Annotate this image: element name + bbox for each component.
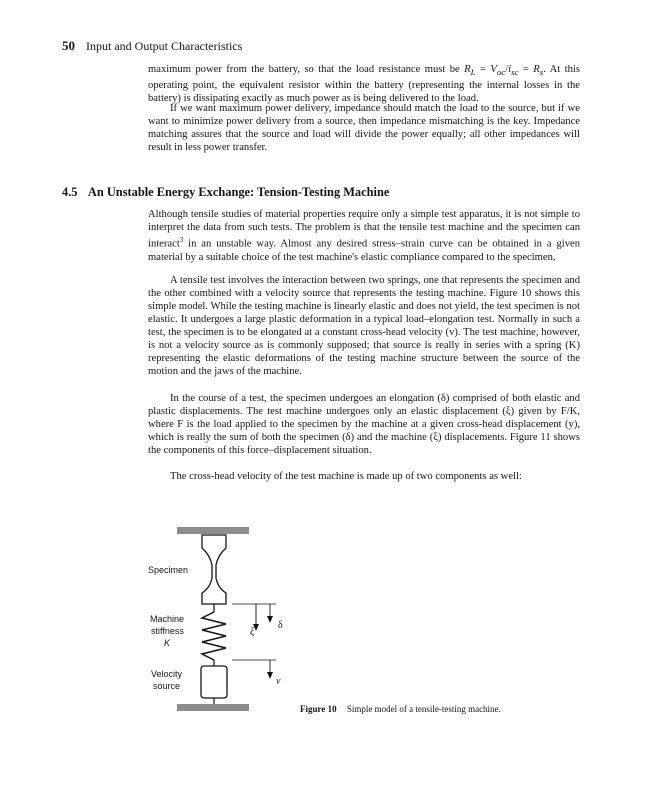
- figure-caption: [300, 704, 501, 714]
- section-number: 4.5: [62, 185, 78, 199]
- running-title: Input and Output Characteristics: [86, 39, 243, 53]
- delta-symbol: δ: [278, 620, 283, 631]
- page-number: 50: [62, 38, 75, 53]
- formula-voc: $V_{oc}$: [490, 64, 506, 78]
- intro-text-b: . At this operating point, the equivalent resistor within the battery (representing the internal losses in the battery) is dissipating exactly as much power as is being delivered to the load.: [148, 64, 580, 105]
- specimen-shape: [202, 535, 226, 604]
- xi-symbol: ξ: [250, 627, 255, 638]
- footnote-ref: 3: [179, 236, 184, 244]
- machine-spring: [202, 612, 226, 660]
- formula-isc: $i_{sc}$: [508, 64, 519, 78]
- label-stiffness: stiffness: [151, 626, 184, 636]
- intro-paragraph-1: maximum power from the battery, so that the load resistance must be $R_L = V_{oc}/i_{sc} = R_s$. At this operating point, the equivalent resistor within the battery (representing the internal losses in the battery) is dissipating exactly as much power as is being delivered to the load.: [148, 64, 580, 105]
- formula-rs: $R_s$: [533, 64, 544, 78]
- caption-label: Figure 10: [300, 704, 337, 714]
- velocity-source-box: [201, 666, 227, 698]
- body-paragraph-1: Although tensile studies of material properties require only a simple test apparatus, it is not simple to interpret the data from such tests. The problem is that the tensile test machine and the specimen can interact$^3$ in an unstable way. Almost any desired stress–strain curve can be obtained in a given material by a suitable choice of the test machine's elastic compliance compared to the specimen.: [148, 209, 580, 263]
- body-paragraph-4: The cross-head velocity of the test machine is made up of two components as well:: [170, 471, 522, 482]
- bottom-plate: [177, 704, 249, 711]
- label-source: source: [153, 681, 181, 691]
- intro-text-a: maximum power from the battery, so that the load resistance must be: [148, 64, 465, 75]
- label-velocity: Velocity: [151, 669, 183, 679]
- body-paragraph-2: A tensile test involves the interaction between two springs, one that represents the specimen and the other combined with a velocity source that represents the testing machine. Figure 10 shows this simple model. While the testing machine is linearly elastic and does not yield, the test specimen is not elastic. It undergoes a large plastic deformation in a typical load–elongation test. Normally in such a test, the specimen is to be elongated at a constant cross-head velocity (v). The test machine, however, is not a velocity source as is commonly supposed; that source is really in series with a spring (K) representing the elastic deformations of the testing machine structure between the source of the motion and the jaws of the machine.: [148, 275, 580, 377]
- intro-paragraph-2: If we want maximum power delivery, impedance should match the load to the source, but if we want to minimize power delivery from a source, then impedance mismatching is the key. Impedance matching assures that the source and load will divide the power equally; all other impedances will result in less power transfer.: [148, 103, 580, 153]
- v-symbol: v: [276, 676, 281, 687]
- label-specimen: Specimen: [148, 565, 189, 575]
- body-paragraph-3: In the course of a test, the specimen undergoes an elongation (δ) comprised of both elastic and plastic displacements. The test machine undergoes only an elastic displacement (ξ) given by F/K, where F is the load applied to the specimen by the machine at a given cross-head displacement (y), which is really the sum of both the specimen (δ) and the machine (ξ) displacements. Figure 11 shows the components of this force–displacement situation.: [148, 393, 580, 456]
- caption-text: Simple model of a tensile-testing machine.: [346, 704, 501, 714]
- label-machine: Machine: [150, 614, 185, 624]
- top-plate: [177, 527, 249, 534]
- formula-rl: $R_L$: [464, 64, 476, 78]
- label-k: K: [164, 638, 171, 648]
- section-title: An Unstable Energy Exchange: Tension-Testing Machine: [87, 185, 390, 199]
